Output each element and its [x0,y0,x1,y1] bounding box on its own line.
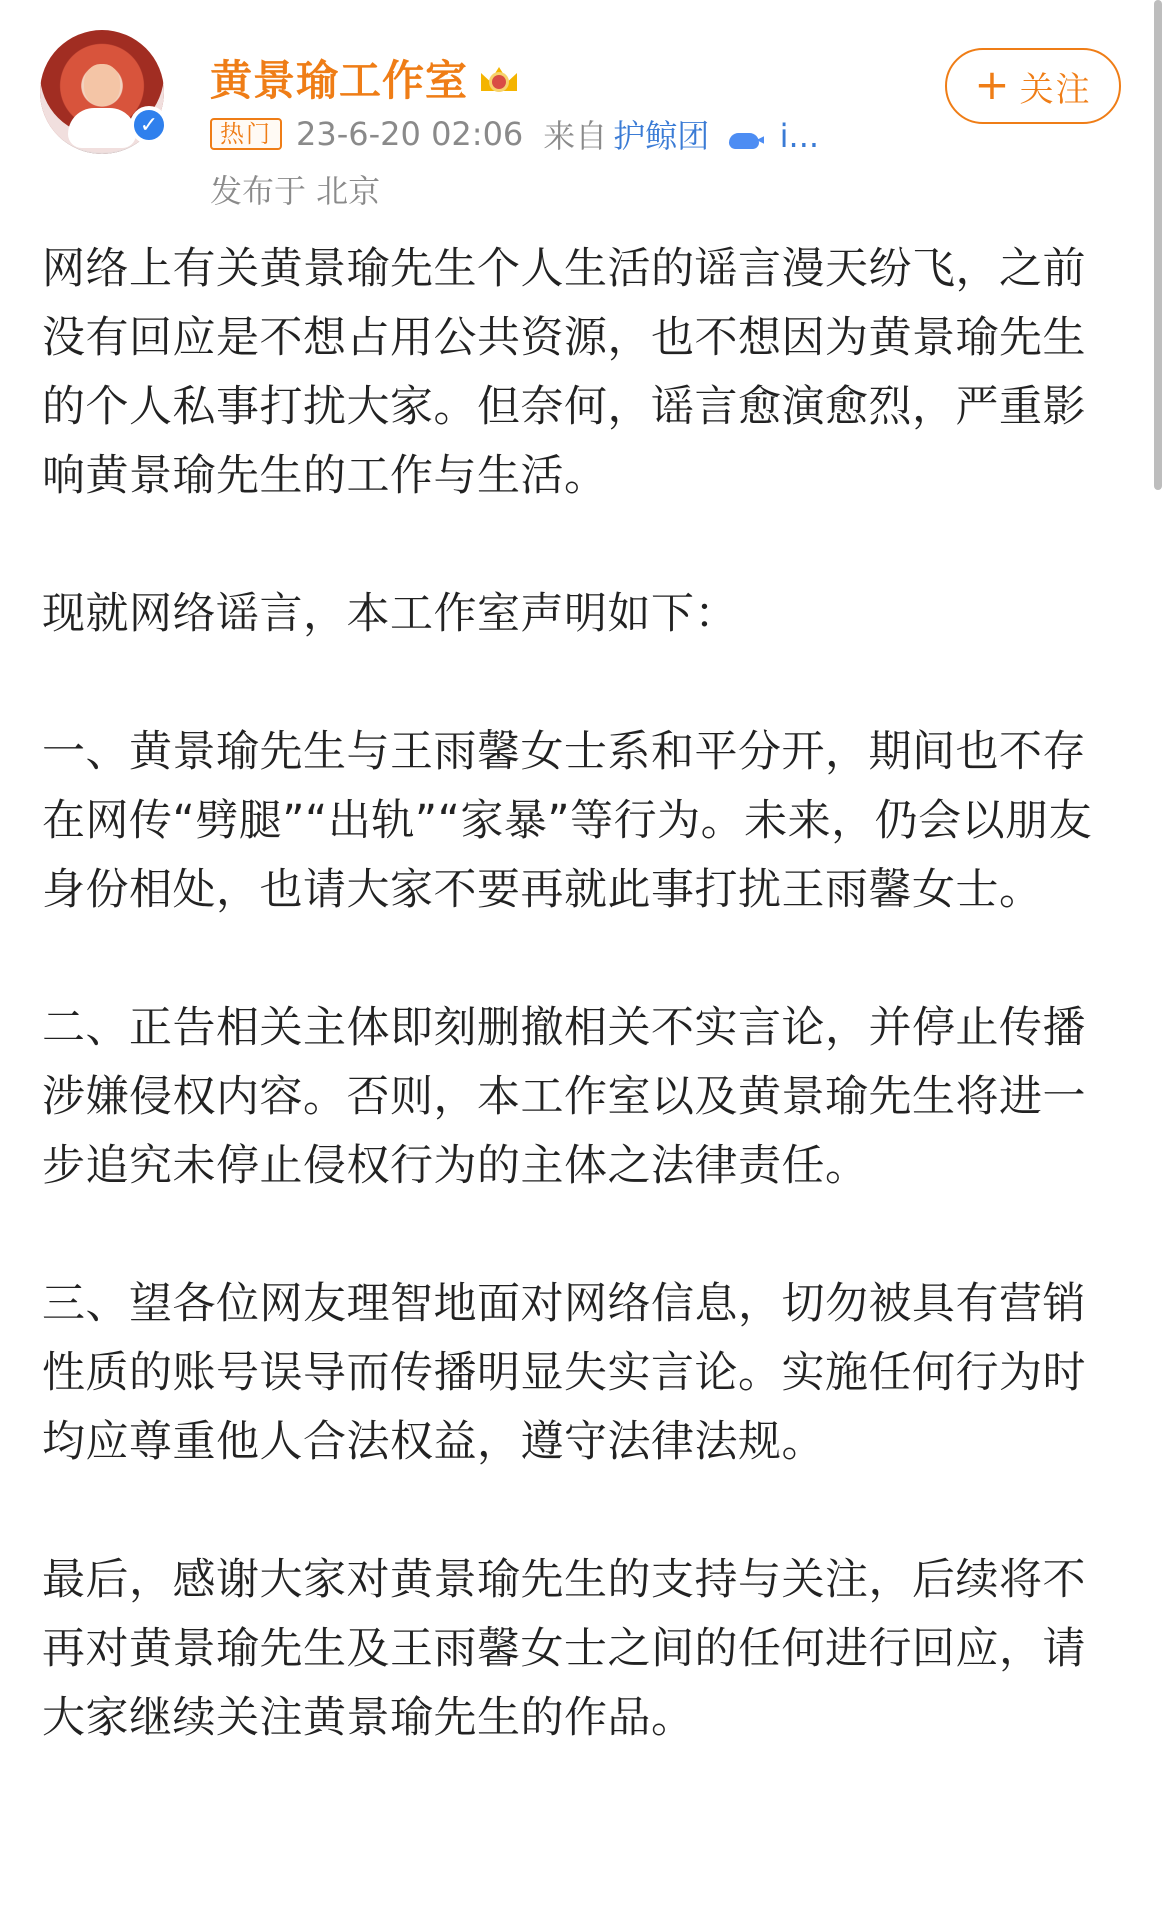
author-name[interactable]: 黄景瑜工作室 [210,56,469,105]
follow-button[interactable] [945,48,1121,124]
source-prefix: 来自 [543,117,608,155]
source-link[interactable] [613,111,819,157]
plus-icon: + [974,60,1012,109]
post-paragraph-1: 网络上有关黄景瑜先生个人生活的谣言漫天纷飞，之前没有回应是不想占用公共资源，也不想因为黄景瑜先生的个人私事打扰大家。但奈何，谣言愈演愈烈，严重影响黄景瑜先生的工作与生活。 [42,244,1086,501]
author-row [210,50,520,106]
whale-icon [725,125,765,151]
post-paragraph-4: 二、正告相关主体即刻删撤相关不实言论，并停止传播涉嫌侵权内容。否则，本工作室以及黄景瑜先生将进一步追究未停止侵权行为的主体之法律责任。 [42,1003,1086,1191]
follow-button-label: 关注 [1019,69,1092,110]
author-avatar-wrap[interactable] [40,30,164,154]
post-header [0,0,1170,210]
crown-icon [478,57,520,99]
post-paragraph-3: 一、黄景瑜先生与王雨馨女士系和平分开，期间也不存在网传“劈腿”“出轨”“家暴”等行为。未来，仍会以朋友身份相处，也请大家不要再就此事打扰王雨馨女士。 [42,727,1093,915]
post-location: 发布于 北京 [210,172,381,210]
blurred-text-overlay [342,1757,842,1809]
source-name: 护鲸团 [613,117,710,155]
post-paragraph-6: 最后，感谢大家对黄景瑜先生的支持与关注，后续将不再对黄景瑜先生及王雨馨女士之间的任何进行回应，请大家继续关注黄景瑜先生的作品。 [42,1555,1086,1743]
post-body [42,235,1122,1753]
post-timestamp: 23-6-20 02:06 [296,115,524,153]
scrollbar-thumb[interactable] [1154,0,1162,490]
post-paragraph-5: 三、望各位网友理智地面对网络信息，切勿被具有营销性质的账号误导而传播明显失实言论。实施任何行为时均应尊重他人合法权益，遵守法律法规。 [42,1279,1086,1467]
verified-check-icon: ✓ [130,106,168,144]
source-suffix: i... [779,117,820,155]
hot-badge: 热门 [210,118,282,150]
post-meta [210,114,819,154]
post-paragraph-2: 现就网络谣言，本工作室声明如下： [42,589,738,639]
